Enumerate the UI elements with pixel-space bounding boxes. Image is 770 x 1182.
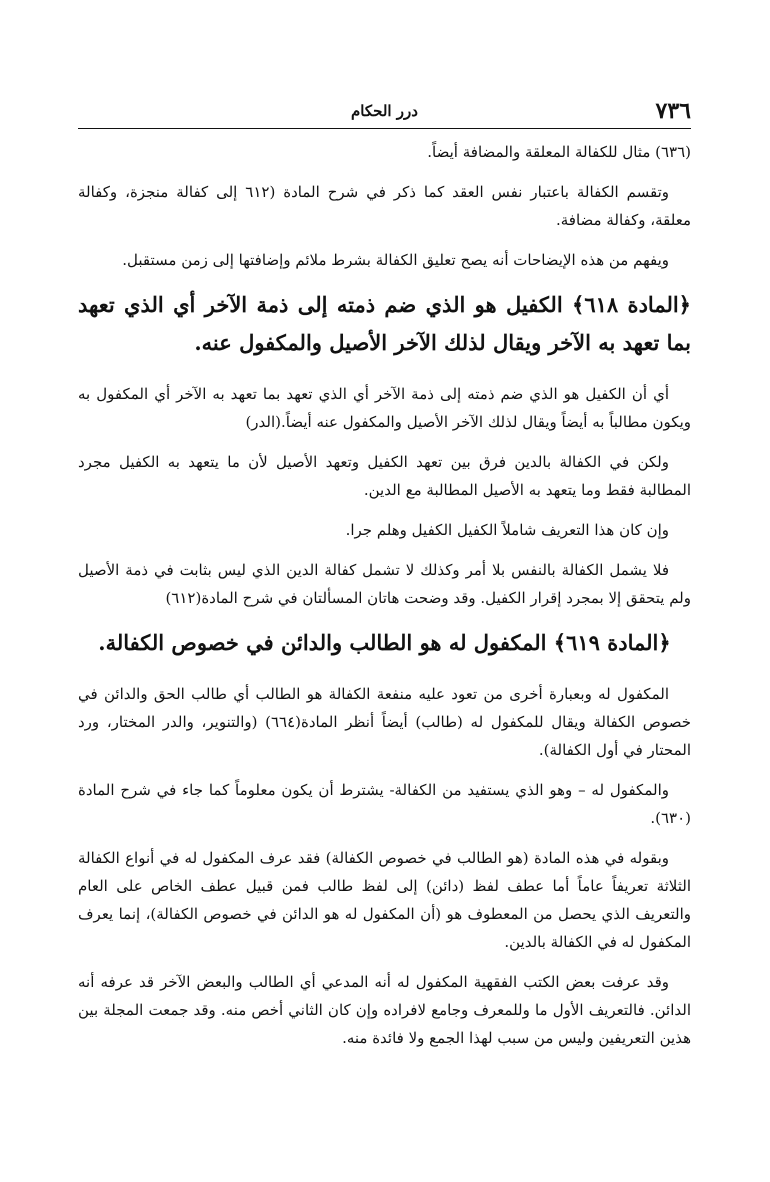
paragraph: وبقوله في هذه المادة (هو الطالب في خصوص الكفالة) فقد عرف المكفول له في أنواع الكفالة الثلاثة تعريفاً عاماً أما عطف لفظ (دائن) إلى لفظ طالب فمن قبيل عطف الخاص على العام والتعريف الذي يحصل من المعطوف هو (أن المكفول له هو الدائن في خصوص الكفالة)، إنما يعرف المكفول له في الكفالة بالدين. [78,849,691,951]
article-618-heading: ﴿المادة ٦١٨﴾ الكفيل هو الذي ضم ذمته إلى ذمة الآخر أي الذي تعهد بما تعهد به الآخر ويقال لذلك الآخر الأصيل والمكفول عنه. [78,292,691,355]
paragraph: وتقسم الكفالة باعتبار نفس العقد كما ذكر في شرح المادة (٦١٢ إلى كفالة منجزة، وكفالة معلقة، وكفالة مضافة. [78,183,691,229]
paragraph: والمكفول له – وهو الذي يستفيد من الكفالة- يشترط أن يكون معلوماً كما جاء في شرح المادة (٦٣٠). [78,781,691,827]
page-header [78,98,691,129]
page-body [78,138,691,1064]
running-title: درر الحكام [351,102,418,120]
paragraph: ويفهم من هذه الإيضاحات أنه يصح تعليق الكفالة بشرط ملائم وإضافتها إلى زمن مستقبل. [122,251,669,269]
paragraph: وقد عرفت بعض الكتب الفقهية المكفول له أنه المدعي أي الطالب والبعض الآخر قد عرفه أنه الدائن. فالتعريف الأول ما وللمعرف وجامع لافراده وإن كان الثاني أخص منه. وقد جمعت المجلة بين هذين التعريفين وليس من سبب لهذا الجمع ولا فائدة منه. [78,973,691,1047]
page-number: ٧٣٦ [655,98,691,124]
paragraph: المكفول له وبعبارة أخرى من تعود عليه منفعة الكفالة هو الطالب أي طالب الحق والدائن في خصوص الكفالة ويقال للمكفول له (طالب) أيضاً أنظر المادة(٦٦٤) (والتنوير، والدر المختار، ورد المحتار في أول الكفالة). [78,685,691,759]
paragraph: أي أن الكفيل هو الذي ضم ذمته إلى ذمة الآخر أي الذي تعهد بما تعهد به الآخر أي المكفول به ويكون مطالباً به أيضاً ويقال لذلك الآخر الأصيل والمكفول عنه أيضاً.(الدر) [78,385,691,431]
paragraph: وإن كان هذا التعريف شاملاً الكفيل الكفيل وهلم جرا. [345,521,669,539]
article-619-heading: ﴿المادة ٦١٩﴾ المكفول له هو الطالب والدائن في خصوص الكفالة. [98,630,671,655]
paragraph: ولكن في الكفالة بالدين فرق بين تعهد الكفيل وتعهد الأصيل لأن ما يتعهد به الكفيل مجرد المطالبة فقط وما يتعهد به الأصيل المطالبة مع الدين. [78,453,691,499]
paragraph: (٦٣٦) مثال للكفالة المعلقة والمضافة أيضاً. [427,143,691,161]
paragraph: فلا يشمل الكفالة بالنفس بلا أمر وكذلك لا تشمل كفالة الدين الذي ليس بثابت في ذمة الأصيل ولم يتحقق إلا بمجرد إقرار الكفيل. وقد وضحت هاتان المسألتان في شرح المادة(٦١٢) [78,561,691,607]
